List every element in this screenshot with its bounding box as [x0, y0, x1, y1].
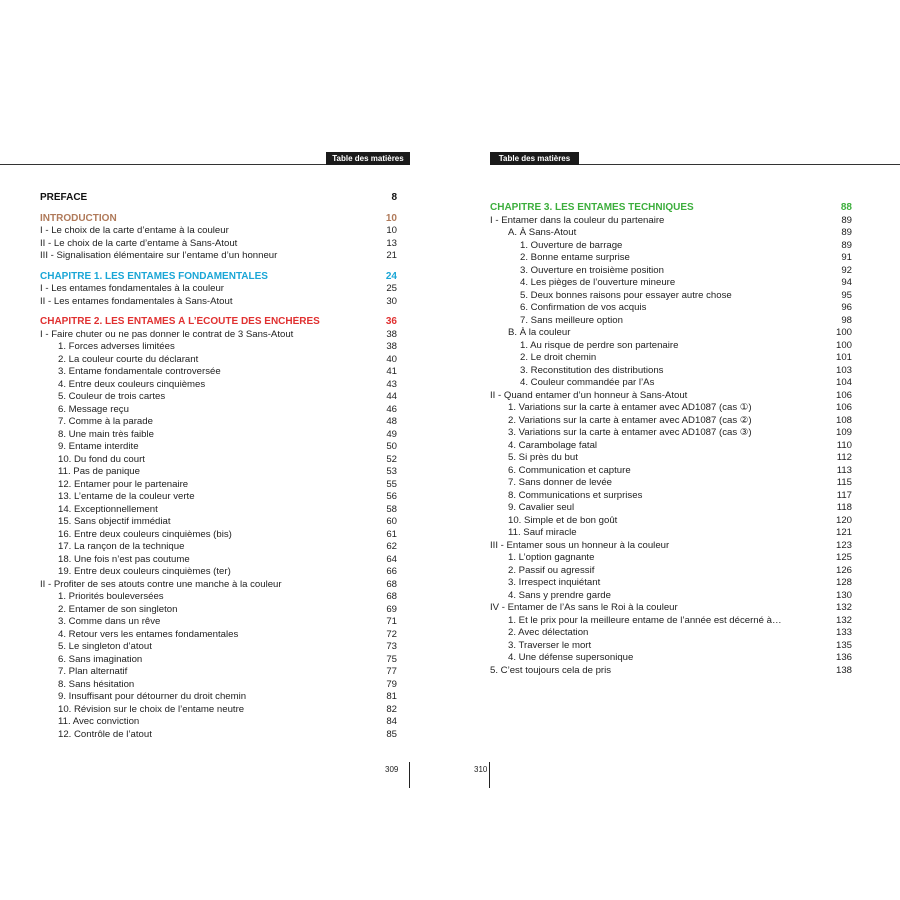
toc-entry[interactable]: [490, 215, 852, 228]
toc-entry-page: 128: [835, 577, 852, 588]
toc-entry-page: 103: [835, 364, 852, 376]
toc-entry[interactable]: [490, 427, 852, 440]
toc-entry-page: 126: [835, 564, 852, 576]
toc-entry-page: 72: [386, 628, 397, 640]
toc-entry-page: 61: [386, 528, 397, 540]
toc-entry-page: 38: [386, 328, 397, 340]
toc-entry-title: 8. Communications et surprises: [508, 489, 643, 501]
toc-entry[interactable]: [490, 340, 852, 353]
page-number-right: 310: [474, 765, 488, 774]
toc-entry[interactable]: [490, 390, 852, 403]
toc-entry[interactable]: [40, 454, 397, 467]
toc-entry-page: 73: [386, 641, 397, 652]
toc-entry[interactable]: [490, 452, 852, 465]
toc-entry-page: 43: [386, 378, 397, 390]
toc-entry-page: 104: [835, 377, 852, 388]
toc-entry-page: 66: [386, 566, 397, 577]
toc-entry-title: 6. Communication et capture: [508, 464, 631, 476]
toc-entry-title: 7. Sans donner de levée: [508, 477, 613, 488]
toc-entry[interactable]: [40, 579, 397, 592]
toc-entry-title: 6. Confirmation de vos acquis: [520, 302, 647, 313]
toc-entry-page: 13: [386, 237, 397, 249]
toc-entry[interactable]: [40, 716, 397, 729]
toc-entry-page: 82: [386, 703, 397, 715]
toc-entry-page: 92: [841, 264, 852, 276]
toc-entry-page: 8: [391, 192, 397, 203]
toc-entry-title: II - Le choix de la carte d’entame à Sans-Atout: [40, 237, 238, 249]
toc-entry-title: 2. Entamer de son singleton: [58, 603, 178, 615]
toc-entry[interactable]: [490, 290, 852, 303]
toc-entry[interactable]: [490, 377, 852, 390]
toc-entry[interactable]: [40, 591, 397, 604]
toc-entry-title: I - Entamer dans la couleur du partenaire: [490, 214, 665, 226]
toc-entry-page: 136: [835, 652, 852, 663]
toc-spacer: [40, 263, 397, 271]
toc-entry-title: 19. Entre deux couleurs cinquièmes (ter): [58, 566, 231, 577]
toc-entry-title: 3. Ouverture en troisième position: [520, 264, 664, 276]
toc-entry-page: 46: [386, 403, 397, 415]
toc-entry-title: 10. Du fond du court: [58, 453, 145, 465]
toc-entry[interactable]: [490, 640, 852, 653]
toc-entry[interactable]: [40, 416, 397, 429]
page-number-left: 309: [385, 765, 399, 774]
toc-entry[interactable]: [40, 529, 397, 542]
toc-entry[interactable]: [490, 315, 852, 328]
toc-entry[interactable]: [40, 729, 397, 742]
toc-entry[interactable]: [40, 404, 397, 417]
toc-entry-title: I - Le choix de la carte d’entame à la couleur: [40, 225, 229, 236]
toc-entry[interactable]: [40, 238, 397, 251]
toc-entry-title: 11. Sauf miracle: [508, 527, 577, 538]
toc-entry[interactable]: [40, 225, 397, 238]
toc-entry-title: 7. Sans meilleure option: [520, 314, 623, 326]
toc-entry-page: 89: [841, 214, 852, 226]
toc-entry-title: 17. La rançon de la technique: [58, 541, 185, 552]
toc-entry-title: 5. Deux bonnes raisons pour essayer autre chose: [520, 289, 732, 301]
toc-entry-page: 69: [386, 603, 397, 615]
toc-entry[interactable]: [40, 566, 397, 579]
toc-entry-page: 106: [835, 389, 852, 401]
toc-entry-page: 89: [841, 239, 852, 251]
toc-entry-title: II - Les entames fondamentales à Sans-Atout: [40, 295, 233, 307]
toc-entry-page: 95: [841, 289, 852, 301]
toc-entry-page: 48: [386, 416, 397, 427]
toc-entry-page: 109: [835, 427, 852, 438]
toc-entry[interactable]: [490, 365, 852, 378]
toc-entry-title: PRÉFACE: [40, 192, 88, 203]
toc-entry-title: 2. La couleur courte du déclarant: [58, 353, 199, 365]
toc-chapter-heading[interactable]: [40, 192, 397, 205]
toc-entry-title: II - Profiter de ses atouts contre une manche à la couleur: [40, 578, 282, 590]
toc-entry[interactable]: [40, 704, 397, 717]
toc-entry[interactable]: [490, 465, 852, 478]
toc-entry-title: 1. Ouverture de barrage: [520, 239, 623, 251]
toc-entry-title: 9. Cavalier seul: [508, 502, 575, 513]
toc-entry[interactable]: [40, 654, 397, 667]
toc-entry[interactable]: [40, 429, 397, 442]
toc-entry[interactable]: [490, 252, 852, 265]
toc-entry-title: 5. Couleur de trois cartes: [58, 391, 166, 402]
toc-entry-page: 68: [386, 578, 397, 590]
toc-spacer: [40, 308, 397, 316]
toc-entry-title: 4. Entre deux couleurs cinquièmes: [58, 378, 206, 390]
toc-entry-page: 130: [835, 589, 852, 601]
toc-entry-title: 1. Forces adverses limitées: [58, 341, 175, 352]
toc-entry-title: 1. L’option gagnante: [508, 552, 595, 563]
toc-entry-title: 18. Une fois n’est pas coutume: [58, 553, 190, 565]
toc-entry[interactable]: [490, 415, 852, 428]
toc-entry-page: 101: [835, 352, 852, 363]
toc-entry-title: III - Signalisation élémentaire sur l’entame d’un honneur: [40, 250, 278, 261]
toc-entry[interactable]: [490, 240, 852, 253]
toc-entry[interactable]: [490, 627, 852, 640]
toc-entry-page: 58: [386, 503, 397, 515]
toc-entry-title: INTRODUCTION: [40, 212, 117, 224]
toc-entry[interactable]: [40, 629, 397, 642]
toc-entry[interactable]: [40, 296, 397, 309]
toc-entry-title: 8. Sans hésitation: [58, 678, 135, 690]
toc-entry[interactable]: [490, 502, 852, 515]
toc-entry-page: 96: [841, 302, 852, 313]
toc-entry-title: 5. Le singleton d’atout: [58, 641, 152, 652]
toc-entry[interactable]: [490, 652, 852, 665]
toc-entry-page: 49: [386, 428, 397, 440]
toc-entry-title: 12. Contrôle de l’atout: [58, 728, 152, 740]
toc-entry-title: 4. Couleur commandée par l’As: [520, 377, 655, 388]
toc-entry-page: 10: [385, 212, 397, 224]
toc-entry-title: 4. Carambolage fatal: [508, 439, 598, 451]
toc-entry[interactable]: [40, 341, 397, 354]
toc-entry-page: 112: [836, 452, 852, 463]
toc-entry-title: 2. Variations sur la carte à entamer avec AD1087 (cas ②): [508, 414, 752, 426]
toc-entry-page: 52: [386, 453, 397, 465]
toc-entry[interactable]: [490, 352, 852, 365]
toc-entry[interactable]: [490, 590, 852, 603]
toc-entry[interactable]: [490, 302, 852, 315]
toc-chapter-heading[interactable]: [40, 316, 397, 329]
toc-entry[interactable]: [490, 477, 852, 490]
toc-entry-title: 2. Avec délectation: [508, 627, 589, 638]
toc-entry[interactable]: [40, 441, 397, 454]
toc-entry[interactable]: [490, 540, 852, 553]
toc-entry[interactable]: [40, 479, 397, 492]
toc-entry-title: 14. Exceptionnellement: [58, 503, 158, 515]
toc-entry-page: 55: [386, 478, 397, 490]
toc-entry-page: 84: [386, 716, 397, 727]
toc-entry[interactable]: [490, 615, 852, 628]
toc-entry-title: 2. Passif ou agressif: [508, 564, 595, 576]
toc-left-page: [40, 192, 397, 741]
toc-entry-page: 81: [386, 691, 397, 702]
toc-entry[interactable]: [40, 329, 397, 342]
toc-entry-page: 110: [836, 439, 852, 451]
toc-entry-page: 113: [836, 464, 852, 476]
toc-entry-title: 4. Sans y prendre garde: [508, 589, 611, 601]
toc-entry-title: 4. Retour vers les entames fondamentales: [58, 628, 239, 640]
toc-entry[interactable]: [490, 527, 852, 540]
toc-right-page: [490, 202, 852, 677]
toc-chapter-heading[interactable]: [40, 271, 397, 284]
toc-entry[interactable]: [490, 577, 852, 590]
page-number-bar-right: [489, 762, 490, 788]
toc-entry-page: 64: [386, 553, 397, 565]
toc-entry[interactable]: [490, 265, 852, 278]
toc-entry-title: 5. C’est toujours cela de pris: [490, 664, 612, 676]
toc-entry-page: 132: [835, 602, 852, 613]
toc-entry-page: 41: [386, 366, 397, 377]
toc-entry-title: B. À la couleur: [508, 327, 571, 338]
toc-entry-page: 117: [836, 489, 852, 501]
toc-entry-title: 1. Et le prix pour la meilleure entame de l’année est décerné à…: [508, 614, 782, 626]
toc-entry-title: 6. Sans imagination: [58, 653, 143, 665]
toc-entry-page: 44: [386, 391, 397, 402]
toc-entry-page: 60: [386, 516, 397, 527]
toc-entry-title: II - Quand entamer d’un honneur à Sans-Atout: [490, 389, 688, 401]
toc-entry[interactable]: [490, 490, 852, 503]
toc-entry-title: 11. Avec conviction: [58, 716, 140, 727]
toc-entry-page: 138: [835, 664, 852, 676]
section-tab-left: Table des matières: [326, 152, 410, 165]
toc-entry-page: 106: [835, 402, 852, 413]
toc-entry-title: 8. Une main très faible: [58, 428, 154, 440]
toc-entry[interactable]: [40, 616, 397, 629]
toc-entry[interactable]: [490, 277, 852, 290]
toc-entry[interactable]: [40, 691, 397, 704]
toc-entry-title: 9. Entame interdite: [58, 441, 139, 452]
toc-entry-title: 4. Les pièges de l’ouverture mineure: [520, 277, 676, 288]
toc-spacer: [40, 205, 397, 213]
toc-entry[interactable]: [40, 679, 397, 692]
toc-entry-title: 1. Priorités bouleversées: [58, 591, 164, 602]
toc-entry-page: 118: [836, 502, 852, 513]
toc-entry[interactable]: [490, 565, 852, 578]
toc-entry[interactable]: [40, 283, 397, 296]
toc-entry-page: 68: [386, 591, 397, 602]
toc-entry-title: CHAPITRE 1. LES ENTAMES FONDAMENTALES: [40, 270, 268, 282]
toc-entry-title: 3. Comme dans un rêve: [58, 616, 161, 627]
toc-chapter-heading[interactable]: [490, 202, 852, 215]
page-number-bar-left: [409, 762, 410, 788]
toc-entry[interactable]: [40, 354, 397, 367]
toc-entry-title: 4. Une défense supersonique: [508, 652, 634, 663]
toc-entry-title: 6. Message reçu: [58, 403, 129, 415]
toc-entry[interactable]: [40, 641, 397, 654]
toc-entry-page: 125: [835, 552, 852, 563]
toc-entry-title: 2. Le droit chemin: [520, 352, 597, 363]
toc-entry-title: 11. Pas de panique: [58, 466, 140, 477]
toc-entry-page: 108: [835, 414, 852, 426]
toc-entry[interactable]: [490, 227, 852, 240]
toc-entry[interactable]: [490, 552, 852, 565]
toc-entry-page: 21: [386, 250, 397, 261]
toc-entry-page: 53: [386, 466, 397, 477]
toc-entry-page: 71: [386, 616, 397, 627]
toc-entry-page: 91: [841, 252, 852, 263]
toc-entry[interactable]: [40, 554, 397, 567]
toc-entry-title: III - Entamer sous un honneur à la couleur: [490, 539, 670, 551]
toc-entry-title: 2. Bonne entame surprise: [520, 252, 630, 263]
toc-entry-page: 62: [386, 541, 397, 552]
toc-entry[interactable]: [40, 491, 397, 504]
toc-entry-page: 121: [835, 527, 852, 538]
toc-entry-title: 7. Comme à la parade: [58, 416, 153, 427]
section-tab-right: Table des matières: [490, 152, 579, 165]
toc-entry[interactable]: [40, 379, 397, 392]
toc-entry[interactable]: [40, 516, 397, 529]
toc-entry[interactable]: [40, 250, 397, 263]
toc-entry-page: 77: [386, 666, 397, 677]
toc-entry-title: 10. Simple et de bon goût: [508, 514, 618, 526]
toc-entry[interactable]: [490, 515, 852, 528]
toc-entry-title: 9. Insuffisant pour détourner du droit chemin: [58, 691, 247, 702]
toc-entry-page: 135: [835, 639, 852, 651]
toc-entry-title: A. À Sans-Atout: [508, 227, 577, 238]
toc-entry-title: 3. Traverser le mort: [508, 639, 592, 651]
toc-entry-page: 75: [386, 653, 397, 665]
toc-entry-title: I - Faire chuter ou ne pas donner le contrat de 3 Sans-Atout: [40, 328, 294, 340]
toc-entry-title: 15. Sans objectif immédiat: [58, 516, 171, 527]
toc-entry[interactable]: [490, 440, 852, 453]
toc-entry[interactable]: [40, 466, 397, 479]
toc-entry-page: 132: [835, 614, 852, 626]
toc-entry-page: 89: [841, 227, 852, 238]
toc-chapter-heading[interactable]: [40, 213, 397, 226]
toc-entry-title: CHAPITRE 2. LES ENTAMES À L’ÉCOUTE DES ENCHÈRES: [40, 316, 320, 327]
toc-entry-title: 3. Reconstitution des distributions: [520, 364, 664, 376]
toc-entry-page: 120: [835, 514, 852, 526]
toc-entry-title: 1. Variations sur la carte à entamer avec AD1087 (cas ①): [508, 402, 752, 413]
toc-entry-page: 98: [841, 314, 852, 326]
toc-entry-title: CHAPITRE 3. LES ENTAMES TECHNIQUES: [490, 202, 694, 213]
toc-entry-page: 115: [836, 477, 852, 488]
toc-entry[interactable]: [490, 327, 852, 340]
toc-entry-title: 1. Au risque de perdre son partenaire: [520, 339, 679, 351]
toc-entry-page: 56: [386, 491, 397, 502]
toc-entry-title: I - Les entames fondamentales à la couleur: [40, 283, 224, 294]
toc-entry-page: 94: [841, 277, 852, 288]
toc-entry[interactable]: [40, 666, 397, 679]
toc-entry[interactable]: [40, 604, 397, 617]
toc-entry[interactable]: [490, 665, 852, 678]
toc-entry-page: 36: [385, 316, 397, 327]
toc-entry-title: 3. Variations sur la carte à entamer avec AD1087 (cas ③): [508, 427, 752, 438]
toc-entry-page: 24: [385, 270, 397, 282]
toc-entry-page: 100: [835, 339, 852, 351]
toc-entry-title: 3. Irrespect inquiétant: [508, 577, 601, 588]
toc-entry-title: 7. Plan alternatif: [58, 666, 128, 677]
toc-entry[interactable]: [40, 504, 397, 517]
toc-entry[interactable]: [40, 541, 397, 554]
toc-entry-title: IV - Entamer de l’As sans le Roi à la couleur: [490, 602, 678, 613]
toc-entry-page: 10: [386, 225, 397, 236]
toc-entry-page: 38: [386, 341, 397, 352]
toc-entry-title: 13. L’entame de la couleur verte: [58, 491, 195, 502]
toc-entry-page: 100: [835, 327, 852, 338]
toc-entry-page: 85: [386, 728, 397, 740]
toc-entry[interactable]: [40, 391, 397, 404]
toc-entry-page: 30: [386, 295, 397, 307]
toc-entry[interactable]: [490, 402, 852, 415]
toc-entry-page: 88: [840, 202, 852, 213]
toc-entry-page: 40: [386, 353, 397, 365]
toc-entry-title: 3. Entame fondamentale controversée: [58, 366, 221, 377]
toc-entry-page: 79: [386, 678, 397, 690]
toc-entry-page: 133: [835, 627, 852, 638]
toc-entry[interactable]: [40, 366, 397, 379]
toc-entry-title: 12. Entamer pour le partenaire: [58, 478, 189, 490]
toc-entry[interactable]: [490, 602, 852, 615]
toc-entry-page: 123: [835, 539, 852, 551]
toc-entry-page: 25: [386, 283, 397, 294]
toc-entry-title: 16. Entre deux couleurs cinquièmes (bis): [58, 528, 232, 540]
toc-entry-title: 5. Si près du but: [508, 452, 578, 463]
toc-entry-page: 50: [386, 441, 397, 452]
toc-entry-title: 10. Révision sur le choix de l’entame neutre: [58, 703, 245, 715]
